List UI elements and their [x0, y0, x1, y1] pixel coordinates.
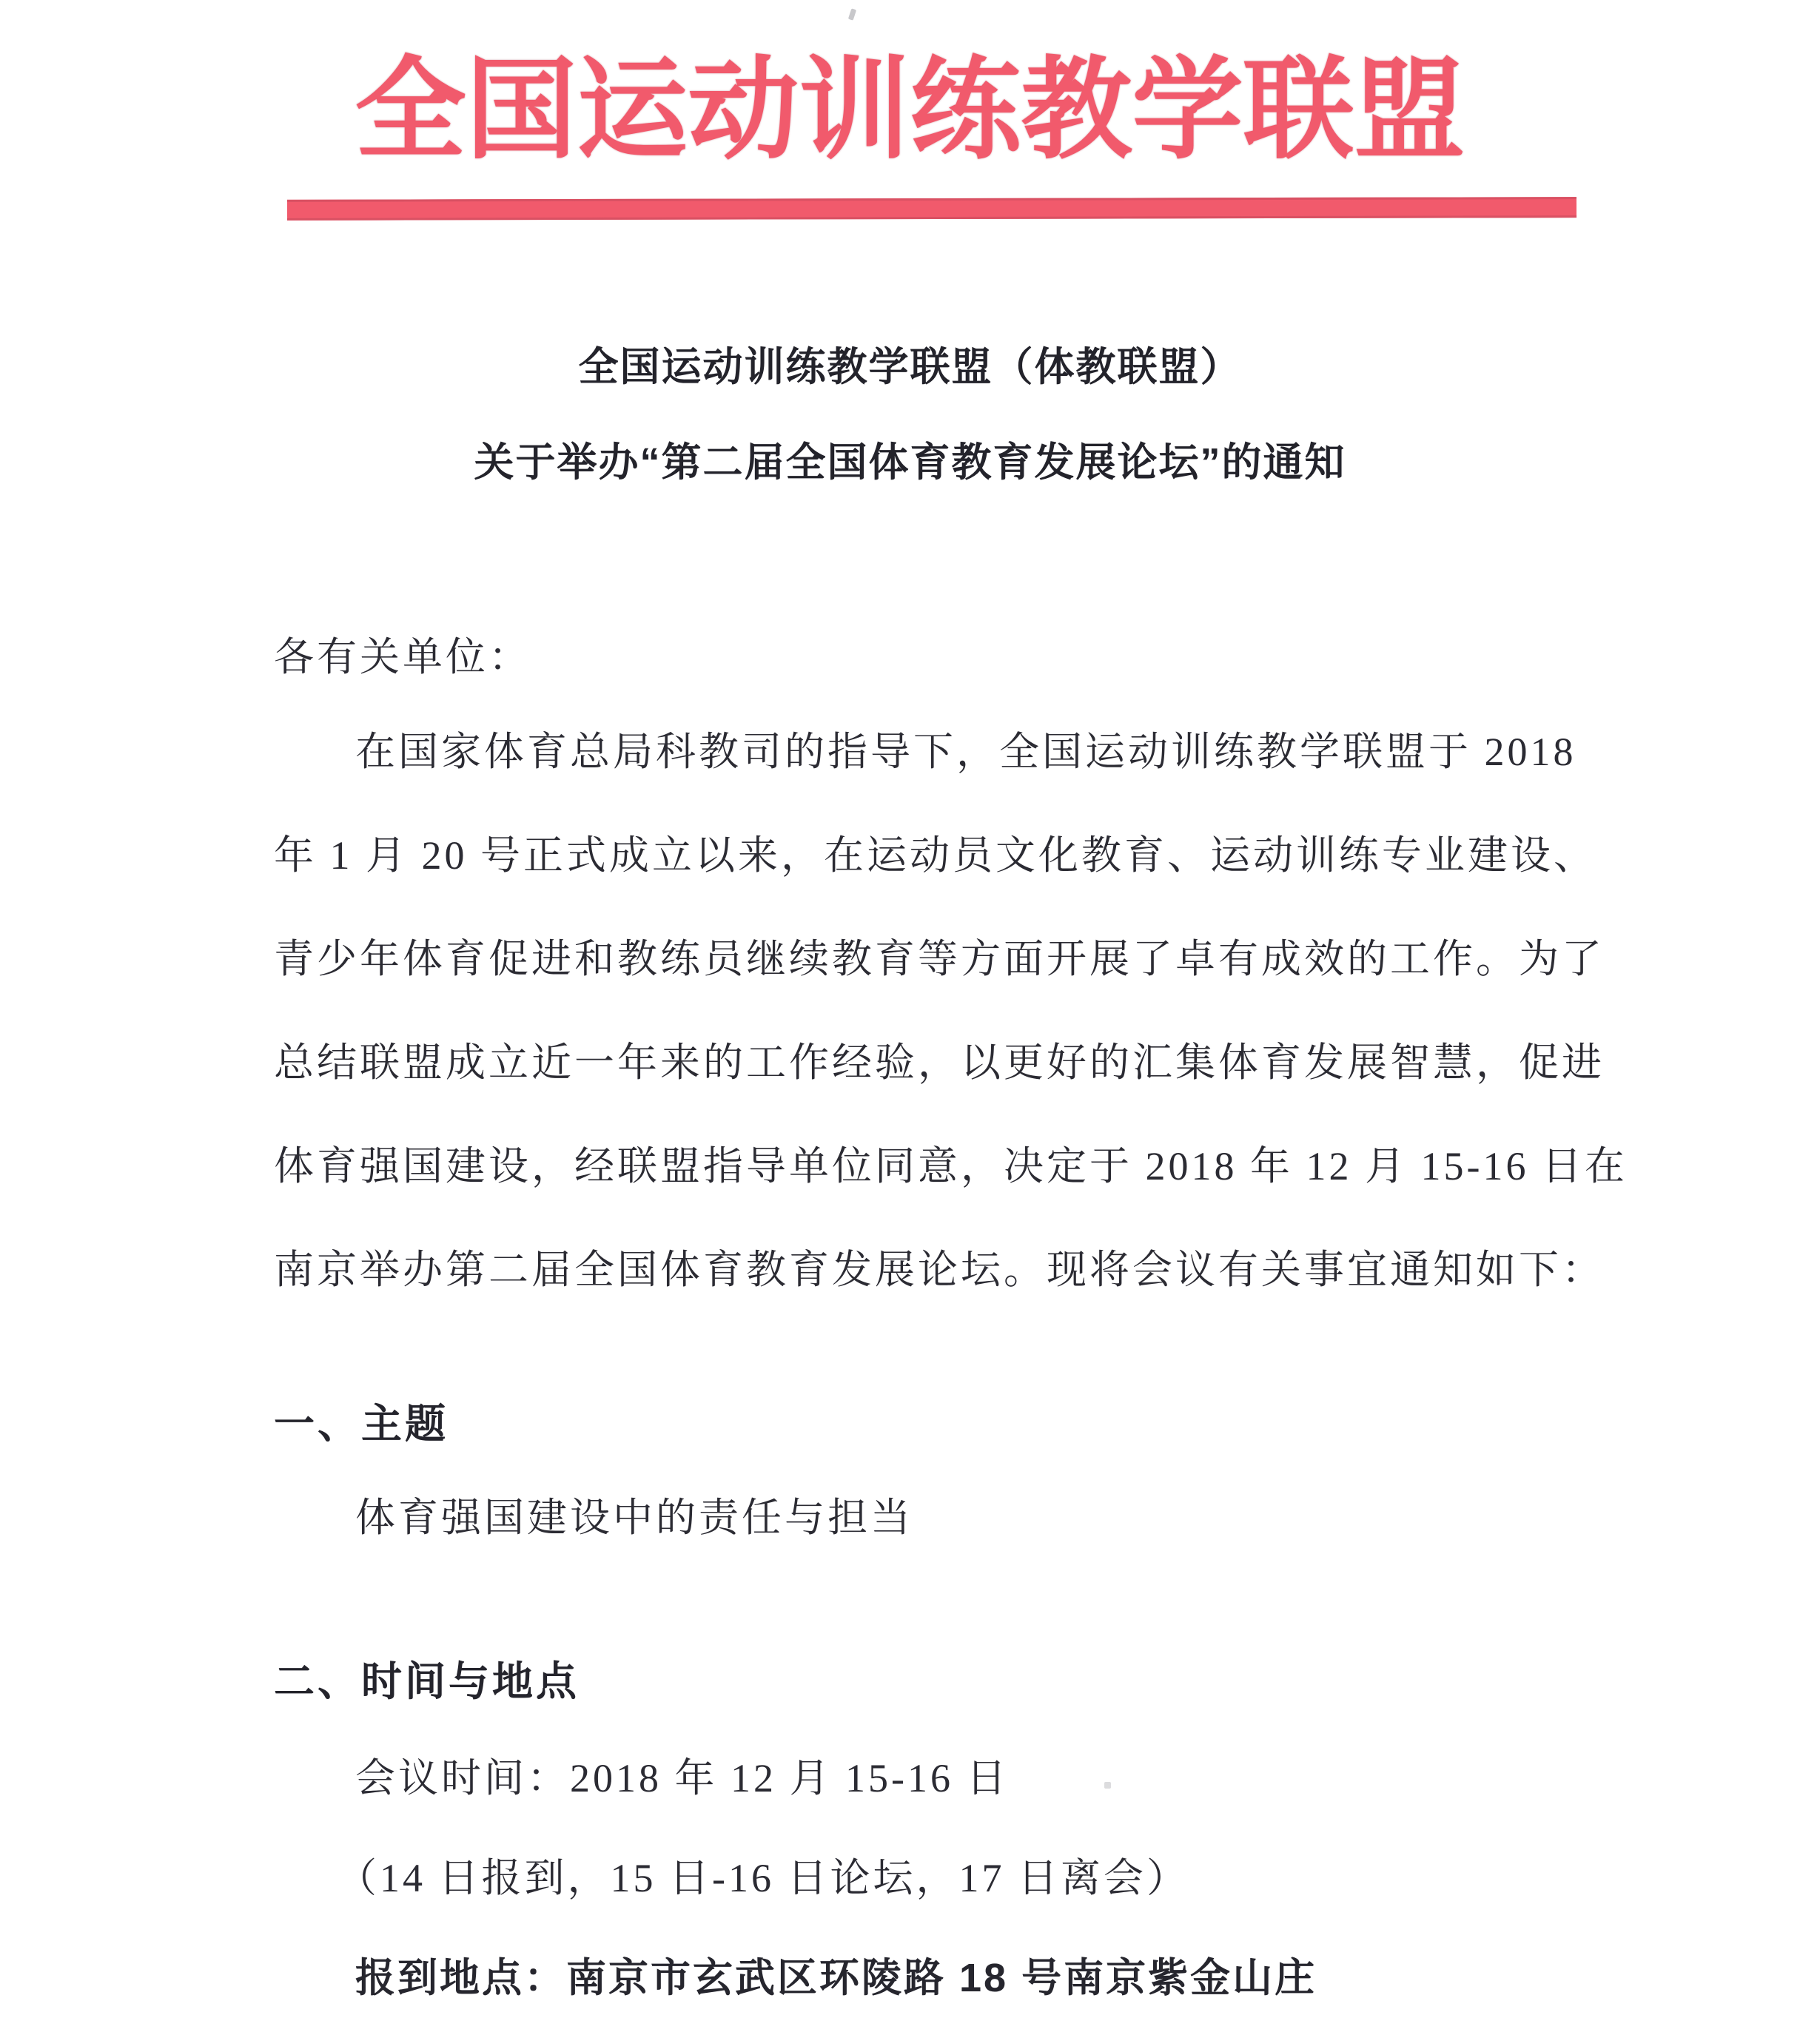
paragraph-line: 体育强国建设，经联盟指导单位同意，决定于 2018 年 12 月 15-16 日在 [274, 1144, 1628, 1188]
schedule-note-line: （14 日报到，15 日-16 日论坛，17 日离会） [337, 1856, 1189, 1900]
letterhead-org-name: 全国运动训练教学联盟 [355, 47, 1465, 172]
intro-paragraph [274, 700, 1628, 1322]
scan-speck [848, 8, 856, 20]
section-2-heading: 二、时间与地点 [274, 1658, 580, 1704]
meeting-time-line: 会议时间：2018 年 12 月 15-16 日 [355, 1756, 1010, 1800]
doc-title-line-1: 全国运动训练教学联盟（体教联盟） [578, 345, 1242, 389]
paragraph-line: 总结联盟成立近一年来的工作经验，以更好的汇集体育发展智慧，促进 [274, 1040, 1605, 1085]
checkin-location-line: 报到地点：南京市玄武区环陵路 18 号南京紫金山庄 [355, 1956, 1317, 2000]
paragraph-line: 年 1 月 20 号正式成立以来，在运动员文化教育、运动训练专业建设、 [274, 833, 1596, 878]
scan-speck [1104, 1782, 1111, 1789]
doc-title-line-2: 关于举办“第二届全国体育教育发展论坛”的通知 [474, 440, 1346, 485]
section-1-heading: 一、主题 [274, 1401, 449, 1447]
section-1-topic-line: 体育强国建设中的责任与担当 [355, 1496, 913, 1540]
salutation: 各有关单位： [274, 635, 531, 679]
paragraph-line: 青少年体育促进和教练员继续教育等方面开展了卓有成效的工作。为了 [274, 937, 1605, 981]
paragraph-line: 南京举办第二届全国体育教育发展论坛。现将会议有关事宜通知如下： [274, 1248, 1605, 1292]
letterhead-rule [287, 197, 1576, 221]
paragraph-line: 在国家体育总局科教司的指导下，全国运动训练教学联盟于 2018 [355, 730, 1576, 774]
